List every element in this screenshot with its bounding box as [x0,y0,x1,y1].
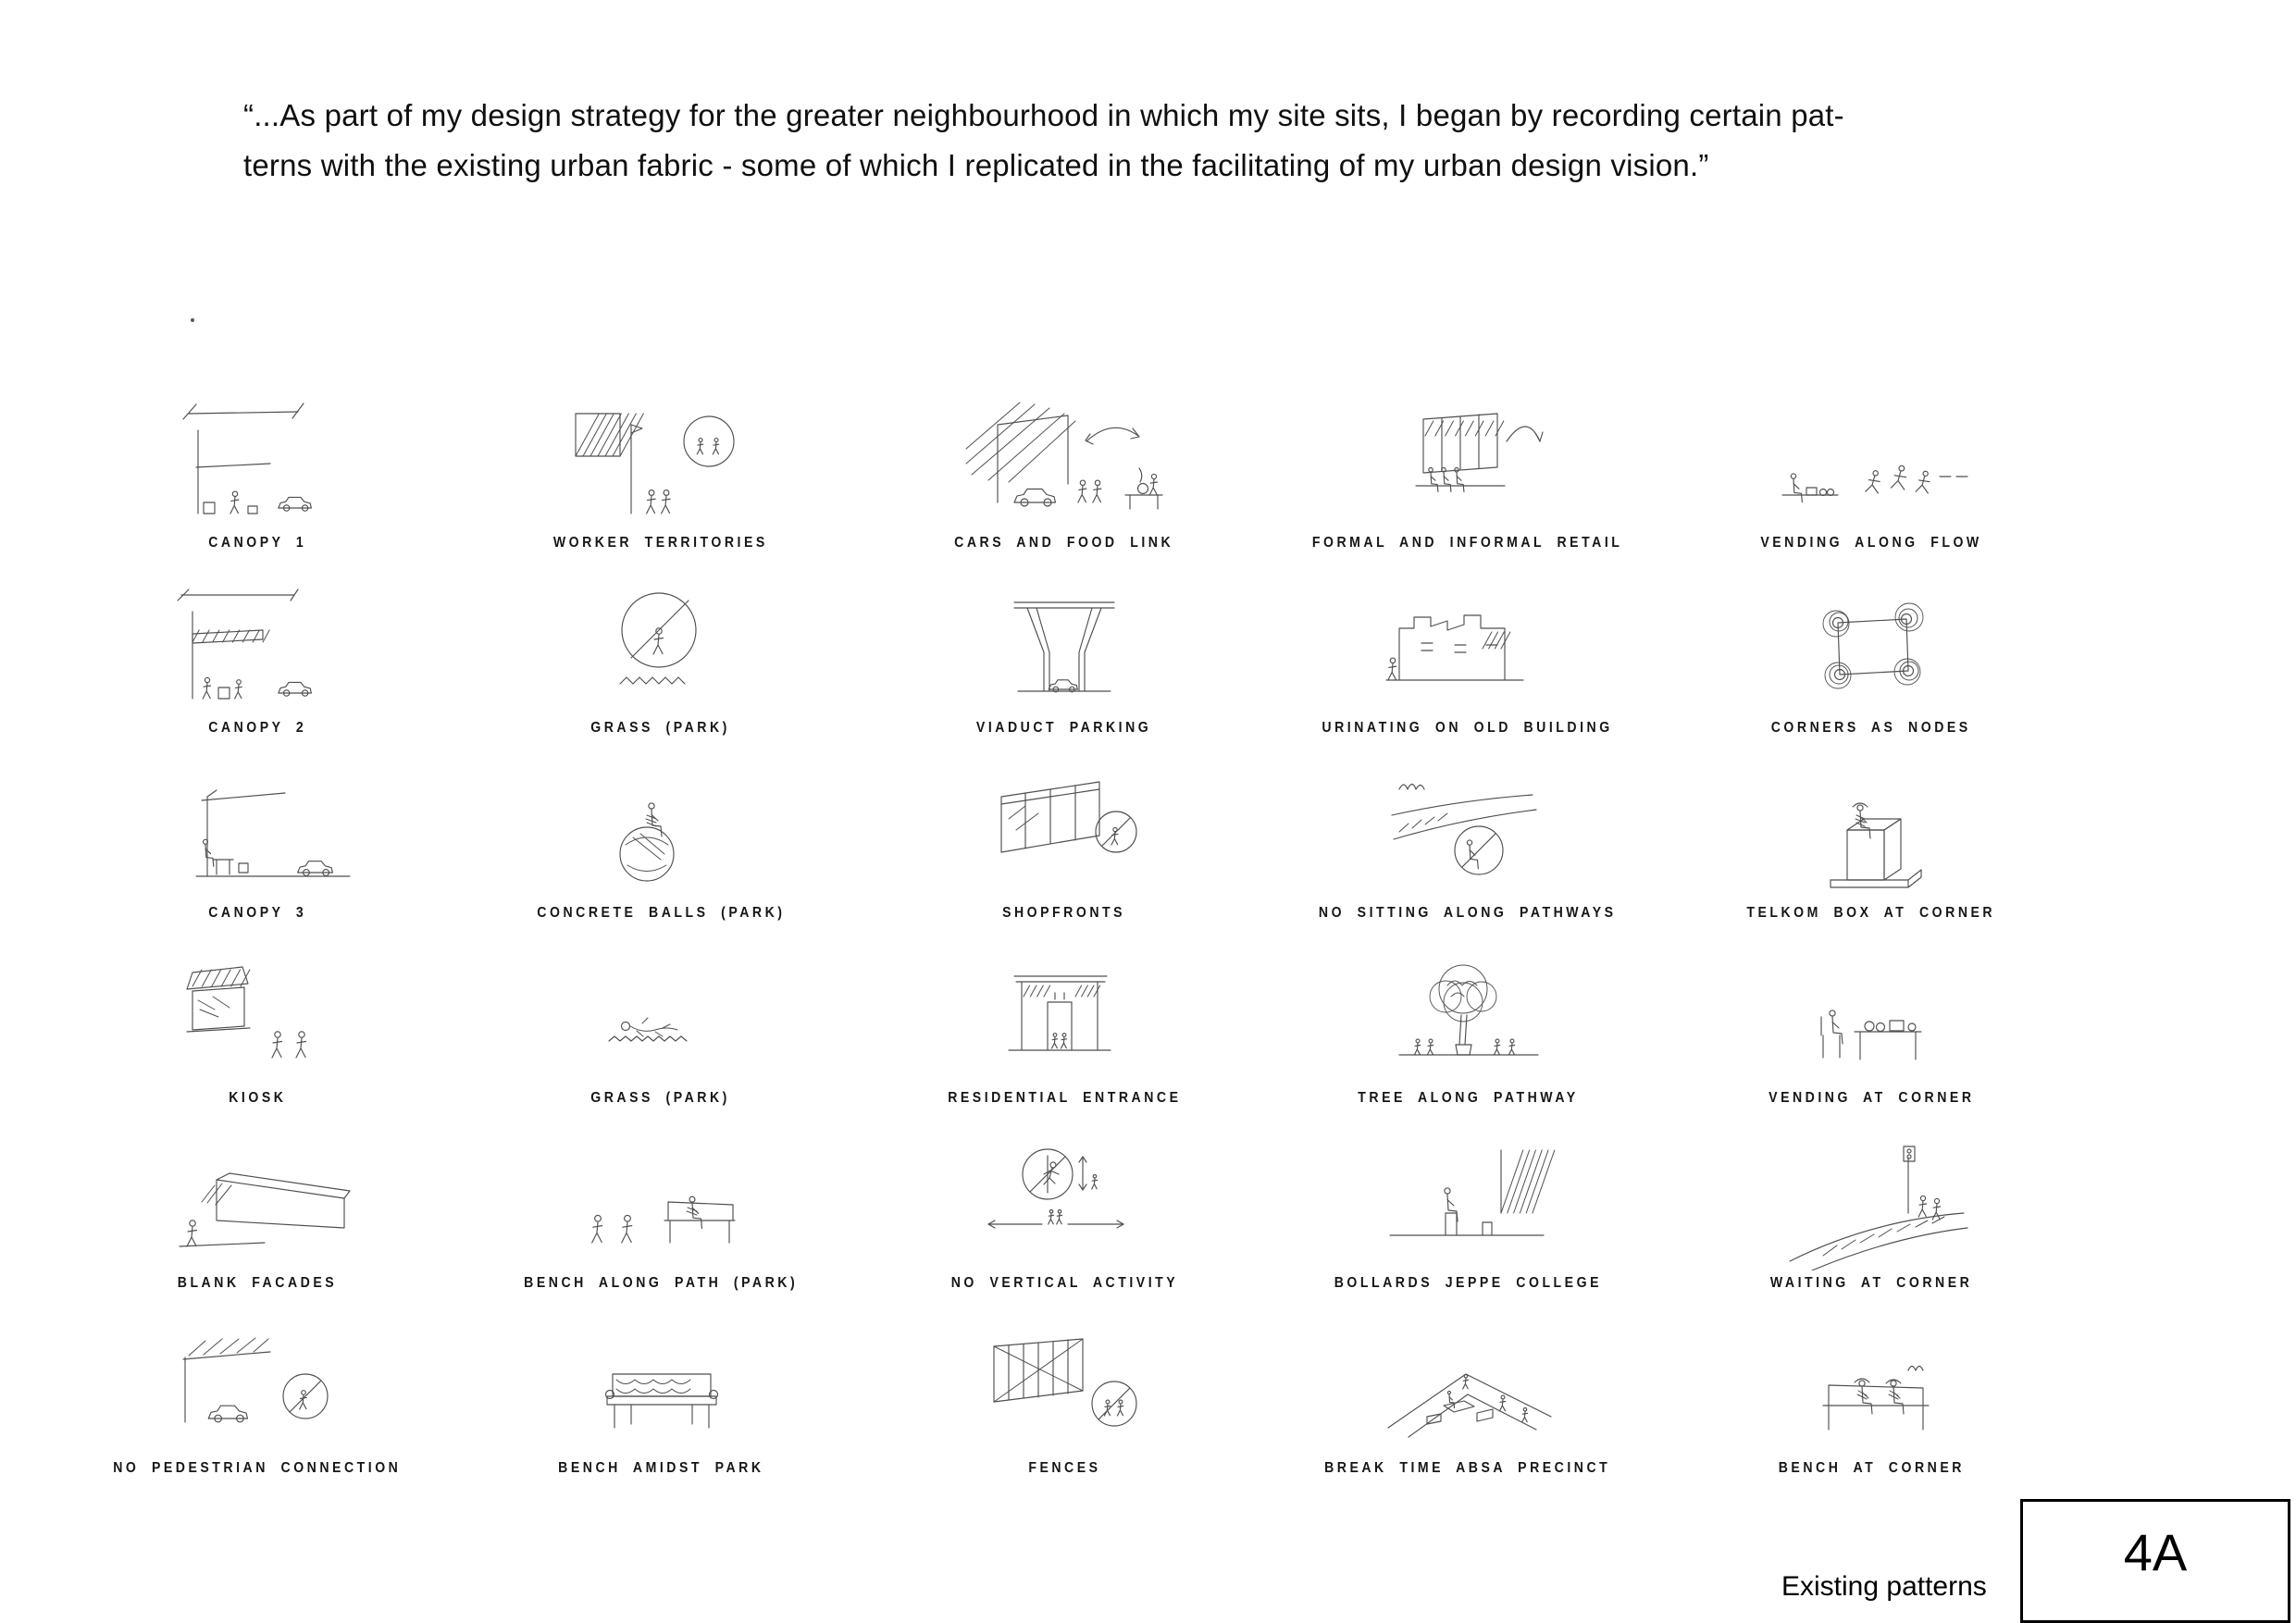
pattern-cell [1266,1109,1669,1294]
pattern-label: CARS AND FOOD LINK [954,535,1174,551]
quote-line-1: “...As part of my design strategy for the greater neighbourhood in which my site sits, I began by recording certain pat- [243,98,1844,132]
sketch-residential-entrance [912,939,1217,1085]
pattern-label: GRASS (PARK) [590,720,731,736]
sketch-grass-park-no-walking [508,569,813,715]
pattern-cell [56,1294,459,1479]
pattern-cell [1266,368,1669,553]
pattern-label: CORNERS AS NODES [1771,720,1971,736]
pattern-label: WAITING AT CORNER [1769,1275,1973,1291]
pattern-cell [863,923,1266,1109]
pattern-label: VENDING ALONG FLOW [1760,535,1982,551]
sketch-vending-along-flow [1719,384,2024,530]
sketch-bollards-jeppe-college [1315,1124,1620,1270]
pattern-cell [1669,1109,2073,1294]
pattern-cell [1266,738,1669,923]
pattern-label: RESIDENTIAL ENTRANCE [947,1090,1182,1106]
pattern-label: NO SITTING ALONG PATHWAYS [1319,905,1617,921]
pattern-cell [459,1109,863,1294]
pattern-cell [863,1109,1266,1294]
pattern-label: TELKOM BOX AT CORNER [1746,905,1996,921]
sketch-worker-territories [508,384,813,530]
pattern-cell [1266,923,1669,1109]
sketch-grass-park-lying [508,939,813,1085]
sketch-canopy-3 [105,754,410,900]
quote [243,91,1844,191]
pattern-cell [863,738,1266,923]
pattern-cell [459,1294,863,1479]
pattern-cell [56,1109,459,1294]
sketch-no-sitting-along-pathways [1315,754,1620,900]
pattern-label: CONCRETE BALLS (PARK) [536,905,786,921]
pattern-label: VIADUCT PARKING [976,720,1152,736]
pattern-grid [56,368,2073,1479]
pattern-cell [459,368,863,553]
pattern-cell [1266,553,1669,738]
sketch-no-pedestrian-connection [105,1309,410,1456]
page-marker: 4A [2123,1523,2188,1581]
sketch-concrete-balls-park [508,754,813,900]
sketch-kiosk [105,939,410,1085]
pattern-label: NO PEDESTRIAN CONNECTION [113,1460,402,1476]
pattern-label: BENCH AMIDST PARK [557,1460,764,1476]
pattern-label: BOLLARDS JEPPE COLLEGE [1334,1275,1602,1291]
sketch-formal-and-informal-retail [1315,384,1620,530]
pattern-label: CANOPY 1 [207,535,307,551]
pattern-cell [1669,923,2073,1109]
pattern-cell [459,553,863,738]
pattern-cell [56,738,459,923]
pattern-cell [1669,1294,2073,1479]
pattern-cell [863,368,1266,553]
pattern-cell [1669,738,2073,923]
sketch-cars-and-food-link [912,384,1217,530]
sketch-canopy-2 [105,569,410,715]
sketch-telkom-box-at-corner [1719,754,2024,900]
pattern-label: CANOPY 2 [207,720,307,736]
pattern-cell [56,553,459,738]
sketch-bench-along-path-park [508,1124,813,1270]
pattern-cell [1266,1294,1669,1479]
pattern-cell [56,368,459,553]
pattern-label: FORMAL AND INFORMAL RETAIL [1312,535,1623,551]
sketch-break-time-absa-precinct [1315,1309,1620,1456]
sketch-shopfronts [912,754,1217,900]
pattern-label: WORKER TERRITORIES [553,535,768,551]
sketch-no-vertical-activity [912,1124,1217,1270]
sketch-tree-along-pathway [1315,939,1620,1085]
pattern-cell [863,553,1266,738]
pattern-cell [459,923,863,1109]
sketch-bench-at-corner [1719,1309,2024,1456]
pattern-label: BENCH AT CORNER [1778,1460,1965,1476]
pattern-label: VENDING AT CORNER [1768,1090,1975,1106]
pattern-cell [459,738,863,923]
pattern-label: SHOPFRONTS [1002,905,1126,921]
sketch-fences [912,1309,1217,1456]
footer-caption: Existing patterns [1781,1571,1987,1602]
pattern-cell [56,923,459,1109]
sketch-blank-facades [105,1124,410,1270]
pattern-label: CANOPY 3 [207,905,307,921]
stray-mark [191,318,194,322]
sketch-canopy-1 [105,384,410,530]
pattern-label: BLANK FACADES [177,1275,338,1291]
pattern-label: NO VERTICAL ACTIVITY [950,1275,1178,1291]
sketch-viaduct-parking [912,569,1217,715]
sketch-urinating-on-old-building [1315,569,1620,715]
pattern-label: GRASS (PARK) [590,1090,731,1106]
pattern-label: BENCH ALONG PATH (PARK) [523,1275,799,1291]
pattern-label: KIOSK [228,1090,287,1106]
pattern-cell [863,1294,1266,1479]
sketch-vending-at-corner [1719,939,2024,1085]
pattern-cell [1669,368,2073,553]
pattern-cell [1669,553,2073,738]
sketch-bench-amidst-park [508,1309,813,1456]
sketch-waiting-at-corner [1719,1124,2024,1270]
sketch-corners-as-nodes [1719,569,2024,715]
pattern-label: BREAK TIME ABSA PRECINCT [1324,1460,1611,1476]
pattern-label: URINATING ON OLD BUILDING [1322,720,1614,736]
pattern-label: FENCES [1027,1460,1101,1476]
page-marker-box [2020,1499,2290,1623]
quote-line-2: terns with the existing urban fabric - some of which I replicated in the facilitating of my urban design vision.” [243,148,1709,182]
pattern-label: TREE ALONG PATHWAY [1357,1090,1579,1106]
